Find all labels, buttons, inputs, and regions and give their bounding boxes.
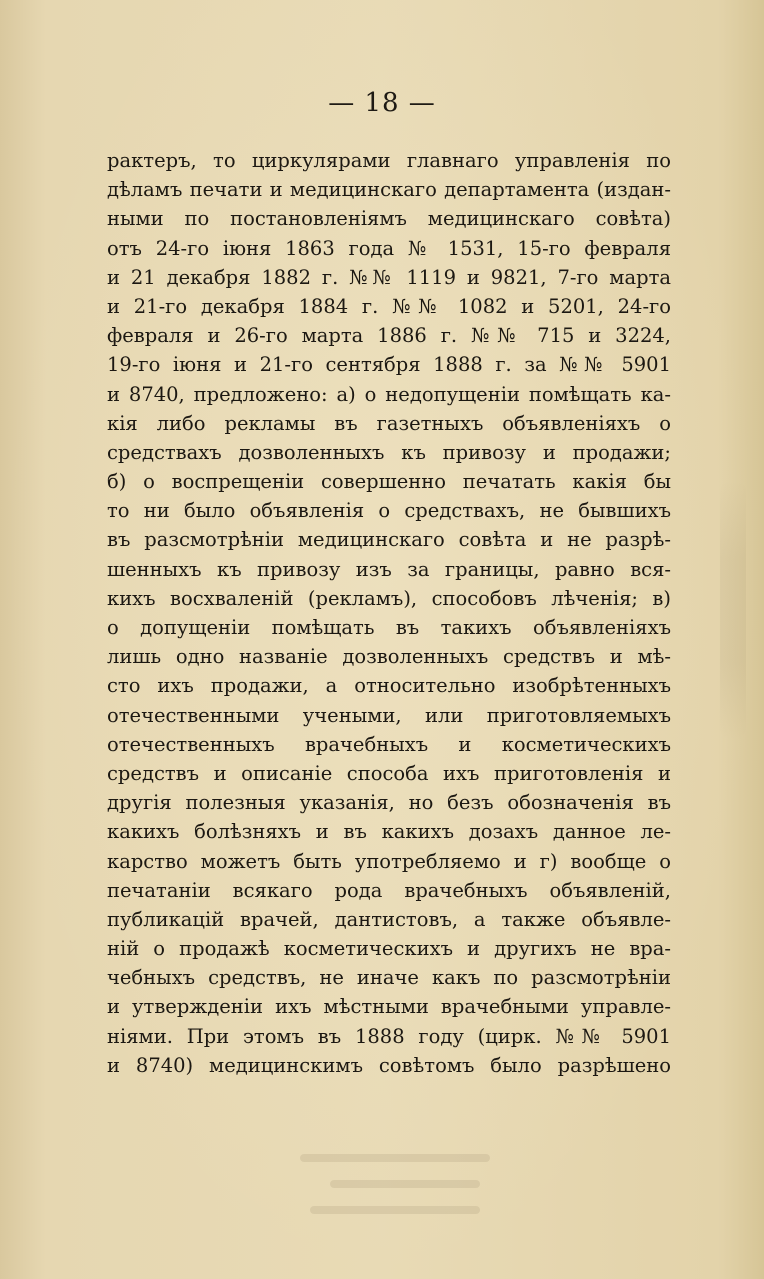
text-line: ній о продажѣ косметическихъ и другихъ не вра- (107, 937, 671, 961)
text-line: отъ 24-го іюня 1863 года № 1531, 15-го февраля (107, 236, 671, 260)
text-line: 19-го іюня и 21-го сентября 1888 г. за №№ 5901 (107, 353, 671, 377)
text-line: кихъ восхваленій (рекламъ), способовъ лѣченія; в) (107, 586, 671, 610)
text-line: и 8740) медицинскимъ совѣтомъ было разрѣшено (107, 1053, 671, 1077)
page-number: — 18 — (328, 88, 436, 118)
text-line: средствъ и описаніе способа ихъ приготовленія и (107, 761, 671, 785)
text-line: чебныхъ средствъ, не иначе какъ по разсмотрѣніи (107, 966, 671, 990)
text-line: и 21-го декабря 1884 г. №№ 1082 и 5201, 24-го (107, 294, 671, 318)
text-line: лишь одно названіе дозволенныхъ средствъ и мѣ- (107, 645, 671, 669)
faint-library-stamp (300, 1150, 500, 1220)
text-line: публикацій врачей, дантистовъ, а также объявле- (107, 907, 671, 931)
text-line: отечественныхъ врачебныхъ и косметическихъ (107, 732, 671, 756)
text-line: февраля и 26-го марта 1886 г. №№ 715 и 3224, (107, 324, 671, 348)
text-line: ными по постановленіямъ медицинскаго совѣта) (107, 207, 671, 231)
bleed-through-mark (720, 480, 746, 740)
text-line: шенныхъ къ привозу изъ за границы, равно вся- (107, 557, 671, 581)
text-line: и утвержденіи ихъ мѣстными врачебными управле- (107, 995, 671, 1019)
text-line: то ни было объявленія о средствахъ, не бывшихъ (107, 499, 671, 523)
text-line: какихъ болѣзняхъ и въ какихъ дозахъ данное ле- (107, 820, 671, 844)
text-line: кія либо рекламы въ газетныхъ объявленіяхъ о (107, 411, 671, 435)
text-line: сто ихъ продажи, а относительно изобрѣтенныхъ (107, 674, 671, 698)
text-line: ніями. При этомъ въ 1888 году (цирк. №№ 5901 (107, 1024, 671, 1048)
text-line: дѣламъ печати и медицинскаго департамента (издан- (107, 178, 671, 202)
body-text (107, 146, 671, 1080)
text-line: рактеръ, то циркулярами главнаго управленія по (107, 149, 671, 172)
text-line: печатаніи всякаго рода врачебныхъ объявленій, (107, 878, 671, 902)
text-line: въ разсмотрѣніи медицинскаго совѣта и не разрѣ- (107, 528, 671, 552)
text-line: отечественными учеными, или приготовляемыхъ (107, 703, 671, 727)
text-line: другія полезныя указанія, но безъ обозначенія въ (107, 791, 671, 815)
text-line: и 21 декабря 1882 г. №№ 1119 и 9821, 7-го марта (107, 265, 671, 289)
text-line: б) о воспрещеніи совершенно печатать какія бы (107, 470, 671, 494)
text-line: средствахъ дозволенныхъ къ привозу и продажи; (107, 440, 671, 464)
text-line: карство можетъ быть употребляемо и г) вообще о (107, 849, 671, 873)
text-line: и 8740, предложено: а) о недопущеніи помѣщать ка- (107, 382, 671, 406)
text-line: о допущеніи помѣщать въ такихъ объявленіяхъ (107, 616, 671, 639)
